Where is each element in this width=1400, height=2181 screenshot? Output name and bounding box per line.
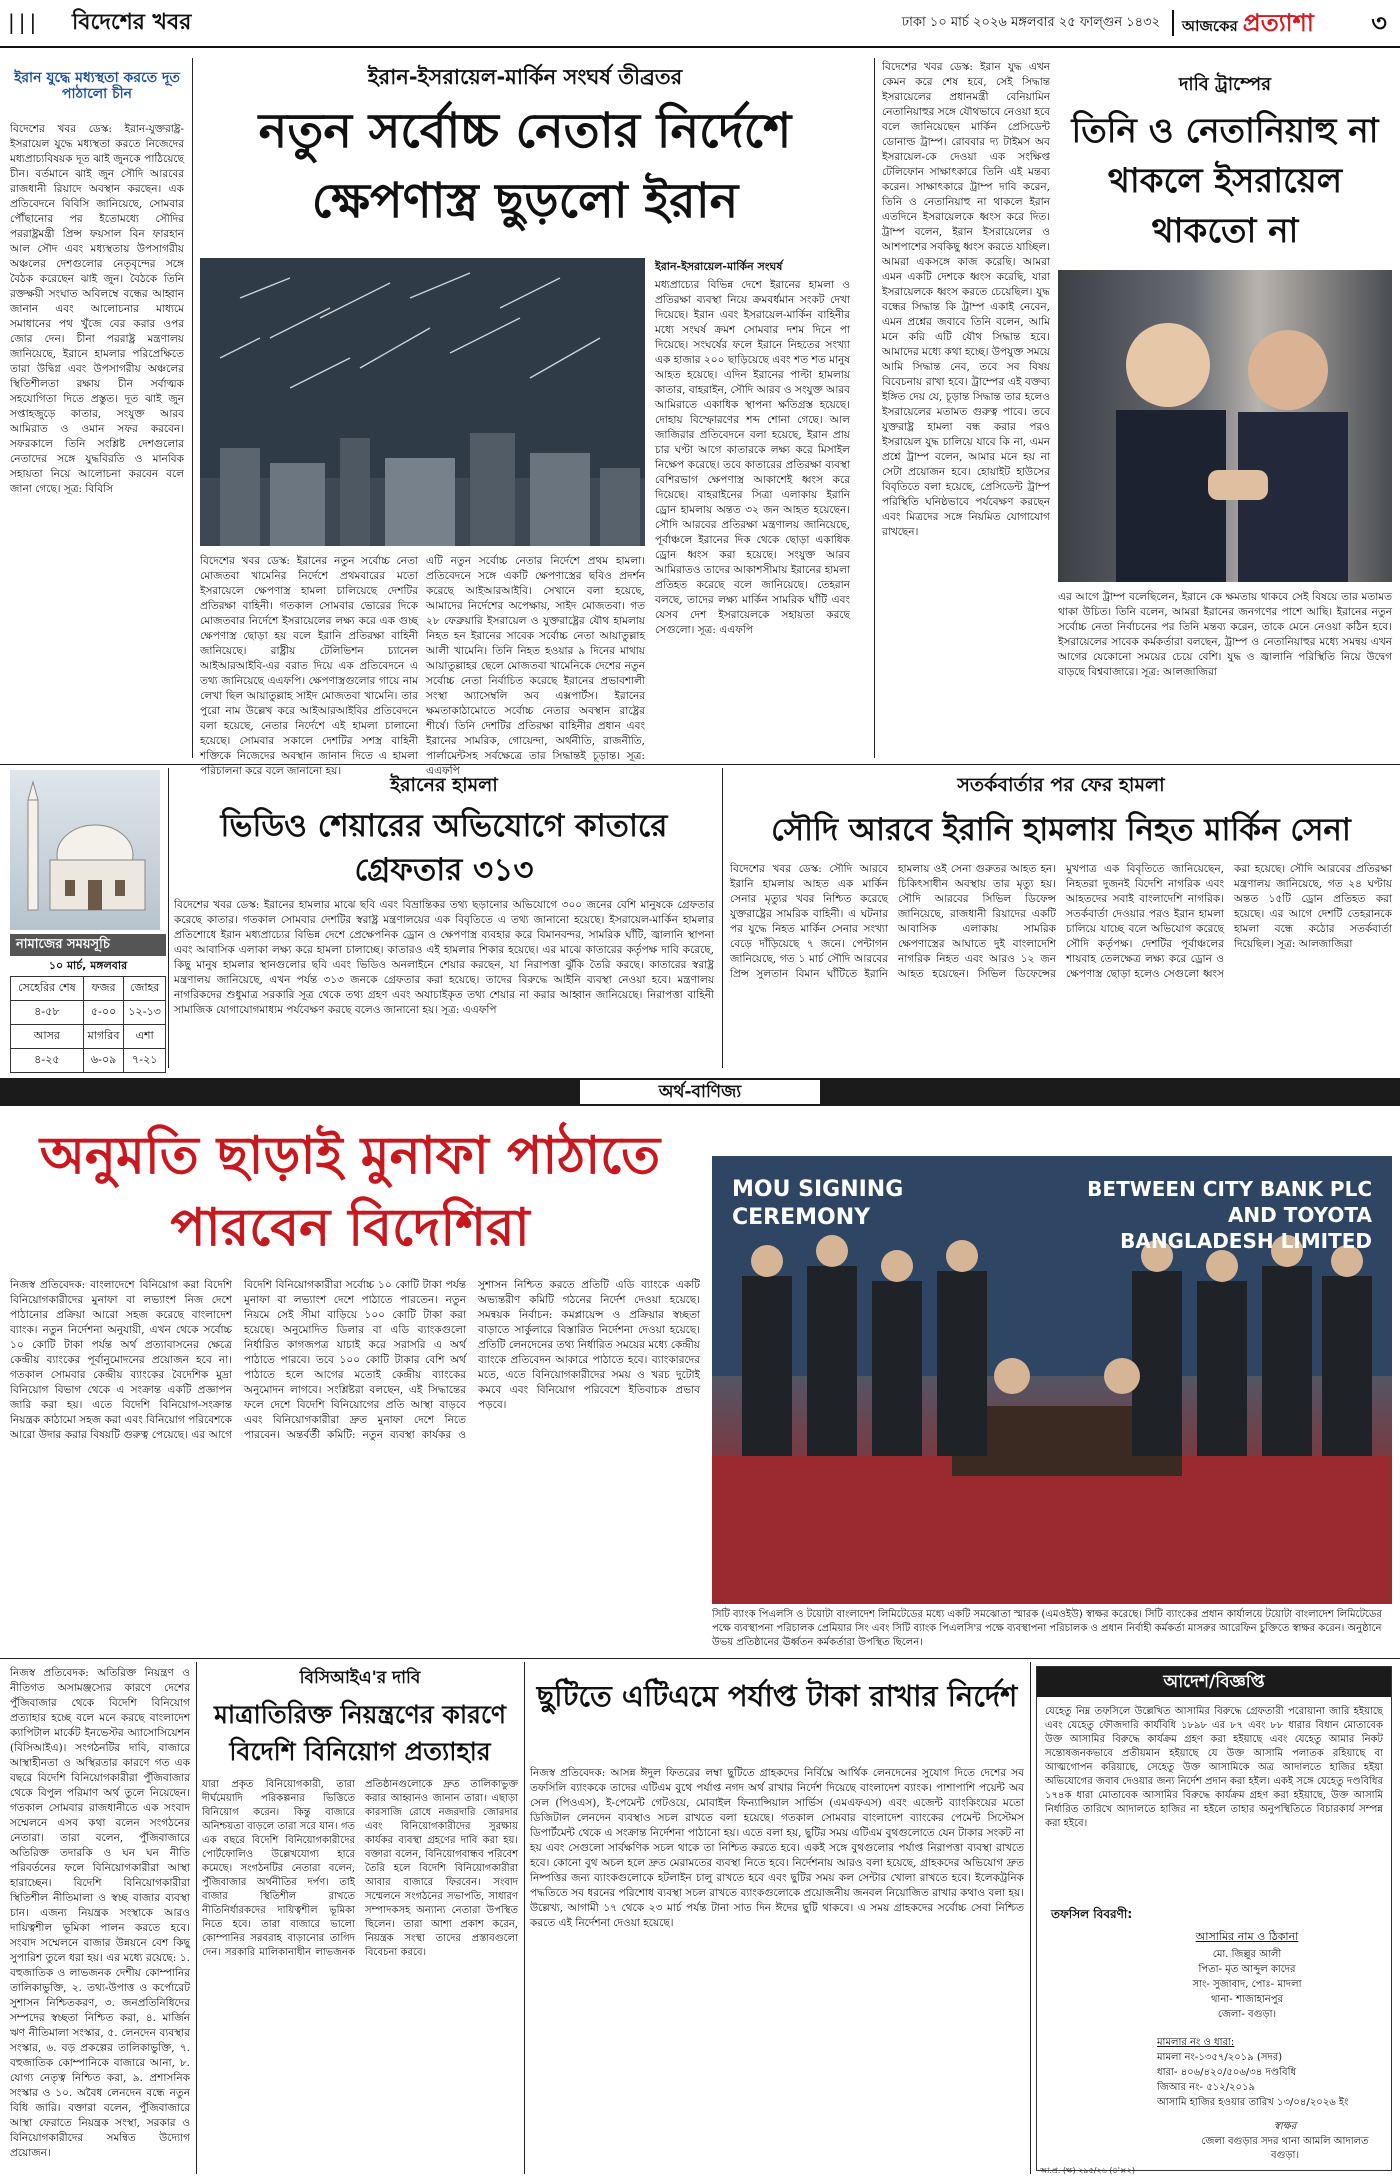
- qatar-kicker: ইরানের হামলা: [390, 774, 498, 796]
- prayer-date: ১০ মার্চ, মঙ্গলবার: [48, 959, 128, 972]
- notice-signer: জেলা বগুড়ার সদর থানা আমলি আদালত বগুড়া।: [1201, 2136, 1369, 2161]
- case-line: মামলার নং ও ধারা:: [1157, 2037, 1235, 2048]
- dateline: ঢাকা ১০ মার্চ ২০২৬ মঙ্গলবার ২৫ ফাল্গুন ১৪৩২: [901, 15, 1160, 30]
- masthead-right: প্রত্যাশা: [1242, 8, 1314, 37]
- lead-story: [200, 62, 850, 777]
- table-cell: ফজর: [83, 977, 124, 1001]
- masthead-logo: [1182, 6, 1362, 40]
- trump-headline: তিনি ও নেতানিয়াহু না থাকলে ইসরায়েল থাকতো না: [1071, 111, 1379, 251]
- table-row: [11, 977, 166, 1001]
- table-row: [11, 1049, 166, 1073]
- col-rule-4: [722, 768, 723, 1068]
- accused-line: পিতা- মৃত আব্দুল কাদের: [1198, 1964, 1296, 1975]
- row-rule-1: [0, 764, 1400, 765]
- col-rule-5: [196, 1662, 197, 2174]
- lead-kicker: ইরান-ইসরায়েল-মার্কিন সংঘর্ষ তীব্রতর: [367, 65, 683, 89]
- prayer-times: [10, 934, 166, 1064]
- table-cell: ৫-০০: [83, 1001, 124, 1025]
- saudi-story: [730, 770, 1392, 1070]
- two-leaders-illustration: [1058, 270, 1392, 582]
- trump-story: [882, 60, 1392, 760]
- notice-accused-lines: [1137, 1947, 1357, 2027]
- finance-section-label: অর্থ-বাণিজ্য: [580, 1080, 820, 1104]
- table-cell: সেহেরির শেষ: [11, 977, 84, 1001]
- court-notice: [1036, 1666, 1392, 2171]
- lead-body-right: মধ্যপ্রাচ্যের বিভিন্ন দেশে ইরানের হামলা ও প্রতিরক্ষা ব্যবস্থা নিয়ে ক্রমবর্ধমান সংকট দেখা দিয়েছে। ইরান এবং ইসরায়েল-মার্কিন বাহিনীর মধ্যে সংঘর্ষ ক্রমশ সোমবার দশম দিনে পা দিয়েছে। সংঘর্ষের ফলে ইরানে নিহতের সংখ্যা এক হাজার ২০০ ছাড়িয়েছে এবং শত শত মানুষ আহত হয়েছে। এদিন ইরানের পাল্টা হামলায় কাতার, বাহরাইন, সৌদি আরব ও সংযুক্ত আরব আমিরাতে একাধিক স্থাপনা ক্ষতিগ্রস্ত হয়েছে। দোহায় বিস্ফোরণের শব্দ শোনা গেছে। আল জাজিরার প্রতিবেদনে বলা হয়েছে, ইরান প্রায় চার ঘণ্টা আগে কাতারকে লক্ষ্য করে মিসাইল নিক্ষেপ করেছে। তবে কাতারের প্রতিরক্ষা ব্যবস্থা বেশিরভাগ ক্ষেপণাস্ত্র আকাশেই ধ্বংস করে দিয়েছে। বাহরাইনের সিত্রা এলাকায় ইরানি ড্রোন হামলায় অন্তত ৩২ জন আহত হয়েছেন। সৌদি আরবের প্রতিরক্ষা মন্ত্রণালয় জানিয়েছে, পূর্বাঞ্চলে ইরানের দিক থেকে ছোড়া একাধিক ড্রোন ধ্বংস করা হয়েছে। সংযুক্ত আরব আমিরাতও তাদের আকাশসীমায় ইরানের হামলা প্রতিহত করেছে বলে জানিয়েছে। তেহরান বলছে, তাদের লক্ষ্য মার্কিন সামরিক ঘাঁটি এবং যেসব দেশ ইসরায়েলকে সহায়তা করছে সেগুলো। সূত্র: এএফপি: [655, 279, 850, 636]
- section-title: বিদেশের খবর: [72, 10, 192, 35]
- saudi-headline: সৌদি আরবে ইরানি হামলায় নিহত মার্কিন সেনা: [771, 812, 1351, 848]
- finance-body: নিজস্ব প্রতিবেদক: বাংলাদেশে বিনিয়োগ করা বিদেশি বিনিয়োগকারীদের মুনাফা বা লভ্যাংশ নিজ দেশে পাঠানোর প্রক্রিয়া আরো সহজ করেছে বাংলাদেশ ব্যাংক। নতুন নির্দেশনা অনুযায়ী, এখন থেকে সর্বোচ্চ ১০ কোটি টাকা পর্যন্ত অর্থ প্রত্যাবাসনের ক্ষেত্রে কেন্দ্রীয় ব্যাংকের পূর্বানুমোদনের প্রয়োজন হবে না। গতকাল সোমবার কেন্দ্রীয় ব্যাংকের বৈদেশিক মুদ্রা বিনিয়োগ বিভাগ থেকে এ সংক্রান্ত একটি প্রজ্ঞাপন জারি করা হয়। এতে বিদেশি বিনিয়োগ-সংক্রান্ত নিয়ন্ত্রক কাঠামো সহজ করা এবং বিনিয়োগ পরিবেশকে আরো উদার করার বিষয়টি গুরুত্ব পেয়েছে। এর আগে বিদেশি বিনিয়োগকারীরা সর্বোচ্চ ১০ কোটি টাকা পর্যন্ত মুনাফা বা লভ্যাংশ দেশে পাঠাতে পারতেন। নতুন নিয়মে সেই সীমা বাড়িয়ে ১০০ কোটি টাকা করা হয়েছে। অনুমোদিত ডিলার বা এডি ব্যাংকগুলো নির্ধারিত কাগজপত্র যাচাই করে সরাসরি এ অর্থ পাঠাতে পারবে। তবে ১০০ কোটি টাকার বেশি অর্থ পাঠাতে হলে আগের মতোই কেন্দ্রীয় ব্যাংকের অনুমোদন লাগবে। সংশ্লিষ্টরা বলছেন, এই সিদ্ধান্তের ফলে দেশে বিদেশি বিনিয়োগের প্রতি আস্থা বাড়বে এবং বিনিয়োগকারীরা দ্রুত মুনাফা দেশে নিতে পারবেন। অন্তর্বর্তী কমিটি: নতুন ব্যবস্থা কার্যকর ও সুশাসন নিশ্চিত করতে প্রতিটি এডি ব্যাংকে একটি অভ্যন্তরীণ কমিটি গঠনের নির্দেশ দেওয়া হয়েছে। সমন্বয়ক নির্বাচন: কমপ্লায়েন্স ও প্রক্রিয়ার স্বচ্ছতা বাড়াতে সার্কুলারে বিস্তারিত নির্দেশনা দেওয়া হয়েছে। প্রতিটি লেনদেনের তথ্য নির্ধারিত সময়ের মধ্যে কেন্দ্রীয় ব্যাংকে প্রতিবেদন আকারে পাঠাতে হবে। ব্যাংকারদের মতে, এতে বিনিয়োগকারীদের সময় ও খরচ দুটোই কমবে এবং বিনিয়োগ পরিবেশে ইতিবাচক প্রভাব পড়বে।: [10, 1279, 700, 1441]
- col-rule-7: [1030, 1662, 1031, 2174]
- notice-accused-label: আসামির নাম ও ঠিকানা: [1195, 1930, 1299, 1943]
- mosque-photo: [10, 770, 160, 930]
- mosque-illustration: [10, 770, 160, 930]
- mou-banner-left: MOU SIGNING CEREMONY: [732, 1177, 904, 1230]
- bida-kicker: বিসিআইএ'র দাবি: [299, 1668, 421, 1688]
- prayer-table: [10, 976, 166, 1073]
- notice-body: যেহেতু নিম্ন তফসিলে উল্লেখিত আসামির বিরুদ্ধে গ্রেফতারী পরোয়ানা জারি হইয়াছে এবং যেহেতু ফৌজদারি কার্যবিধি ১৮৯৮ এর ৮৭ এবং ৮৮ ধারার বিধান মোতাবেক উক্ত আসামির বিরুদ্ধে কার্যক্রম গ্রহণ করা হইয়াছে এবং যেহেতু আমার নিকট সন্তোষজনকভাবে প্রতীয়মান হইয়াছে যে উক্ত আসামি পলাতক রহিয়াছে বা আত্মগোপন করিয়াছে, সেহেতু উক্ত আসামিকে অত্র আদালতে হাজির হইয়া অভিযোগের জবাব দেওয়ার জন্য নির্দেশ প্রদান করা হইল। একই সঙ্গে যেহেতু দণ্ডবিধির ১৭৪ক ধারা মোতাবেক আসামির বিরুদ্ধে কার্যক্রম গ্রহণ করা হইয়াছে, উক্ত আসামি নির্ধারিত তারিখে আদালতে হাজির না হইলে তাহার অনুপস্থিতিতে বিচারকার্য সম্পন্ন করা হইবে।: [1045, 1706, 1383, 1829]
- table-cell: ৪-৫৮: [11, 1001, 84, 1025]
- accused-line: সাং- সুজাবাদ, পোঃ- মাদলা: [1192, 1979, 1302, 1990]
- table-cell: ১২-১৩: [124, 1001, 166, 1025]
- case-line: জিআর নং- ৫১২/২০১৯: [1157, 2082, 1256, 2093]
- accused-line: জেলা- বগুড়া।: [1217, 2009, 1277, 2020]
- notice-schedule-title: তফসিল বিবরণী:: [1051, 1907, 1133, 1921]
- row-rule-2: [0, 1658, 1400, 1659]
- table-cell: ৪-২৫: [11, 1049, 84, 1073]
- notice-footer-code: আ.প্র. (ক্ষ) ২৯৫/২৬ (৪'×২): [1040, 2166, 1135, 2175]
- atm-headline: ছুটিতে এটিএমে পর্যাপ্ত টাকা রাখার নির্দেশ: [536, 1679, 1018, 1713]
- col-rule-1: [192, 58, 193, 758]
- china-body: বিদেশের খবর ডেস্ক: ইরান-যুক্তরাষ্ট্র-ইসরায়েল যুদ্ধে মধ্যস্থতা করতে নিজেদের মধ্যপ্রাচ্যবিষয়ক দূত ঝাই জুনকে পাঠিয়েছে চীন। বর্তমানে ঝাই জুন সৌদি আরবের রাজধানী রিয়াদে অবস্থান করছেন। এক প্রতিবেদনে বিবিসি জানিয়েছে, সোমবার পৌঁছানোর পর ইতোমধ্যে সৌদির পররাষ্ট্রমন্ত্রী প্রিন্স ফয়সাল বিন ফারহান আল সৌদ এবং মধ্যস্থতায় উপসাগরীয় অঞ্চলের দেশগুলোর নেতৃবৃন্দের সঙ্গে বৈঠক করেছেন ঝাই জুন। বৈঠকে তিনি রক্তক্ষয়ী সংঘাত অবিলম্বে বন্ধের আহ্বান জানান এবং আলোচনার মাধ্যমে সমাধানের পথ খুঁজে বের করার ওপর জোর দেন। চীনা পররাষ্ট্র মন্ত্রণালয় জানিয়েছে, ইরানে হামলার পরিপ্রেক্ষিতে তারা উদ্বিগ্ন এবং উপসাগরীয় অঞ্চলের স্থিতিশীলতা রক্ষায় চীন সর্বাত্মক সহযোগিতা দিতে প্রস্তুত। দূত ঝাই জুন সপ্তাহজুড়ে কাতার, সংযুক্ত আরব আমিরাত ও ওমান সফর করবেন। সফরকালে তিনি সংশ্লিষ্ট দেশগুলোর নেতাদের সঙ্গে যুদ্ধবিরতি ও মানবিক সহায়তা নিয়ে আলোচনা করবেন বলে জানা গেছে। সূত্র: বিবিসি: [10, 123, 184, 495]
- finance-body-wrap: [10, 1278, 700, 1650]
- case-line: ধারা- ৪০৬/৪২০/৫০৬/৩৪ দণ্ডবিধি: [1157, 2067, 1297, 2078]
- mou-banner-right: BETWEEN CITY BANK PLC AND TOYOTA BANGLADESH LIMITED: [1087, 1177, 1372, 1253]
- col-rule-6: [524, 1662, 525, 2174]
- table-cell: আসর: [11, 1025, 84, 1049]
- col-rule-2: [874, 58, 875, 758]
- notice-case-lines: [1157, 2035, 1383, 2115]
- saudi-body: বিদেশের খবর ডেস্ক: সৌদি আরবে ইরানি হামলায় আহত এক মার্কিন সেনার মৃত্যুর খবর নিশ্চিত করেছে যুক্তরাষ্ট্রের সামরিক বাহিনী। এ ঘটনার পর যুদ্ধে নিহত মার্কিন সেনার সংখ্যা বেড়ে দাঁড়িয়েছে ৭ জনে। পেন্টাগন জানিয়েছে, গত ১ মার্চ সৌদি আরবের প্রিন্স সুলতান বিমান ঘাঁটিতে ইরানি হামলায় ওই সেনা গুরুতর আহত হন। চিকিৎসাধীন অবস্থায় তার মৃত্যু হয়। সৌদি আরবের সিভিল ডিফেন্স জানিয়েছে, রাজধানী রিয়াদের একটি আবাসিক এলাকায় সামরিক ক্ষেপণাস্ত্রের আঘাতে দুই বাংলাদেশি নাগরিক নিহত এবং আরও ১২ জন আহত হয়েছেন। সিভিল ডিফেন্সের মুখপাত্র এক বিবৃতিতে জানিয়েছেন, নিহতরা দুজনই বিদেশি নাগরিক এবং আহতদের সবাই বাংলাদেশি নাগরিক। সতর্কবার্তা দেওয়ার পরও ইরান হামলা চালিয়ে যাচ্ছে বলে অভিযোগ করেছে সৌদি কর্তৃপক্ষ। দেশটির পূর্বাঞ্চলের শায়বাহ তেলক্ষেত্র লক্ষ্য করে ড্রোন ও ক্ষেপণাস্ত্র ছোড়া হলেও সেগুলো ধ্বংস করা হয়েছে। সৌদি আরবের প্রতিরক্ষা মন্ত্রণালয় জানিয়েছে, গত ২৪ ঘণ্টায় অন্তত ১৫টি ড্রোন প্রতিহত করা হয়েছে। এর আগে দেশটি তেহরানকে হামলা বন্ধে কঠোর সতর্কবার্তা দিয়েছিল। সূত্র: আলজাজিরা: [730, 863, 1392, 980]
- case-line: আসামি হাজির হওয়ার তারিখ ১৩/০৪/২০২৬ ইং: [1157, 2097, 1349, 2108]
- page-number: ৩: [1371, 9, 1387, 37]
- header-rule: [0, 46, 1400, 48]
- qatar-body: বিদেশের খবর ডেস্ক: ইরানের হামলার মাঝে ছবি এবং বিভ্রান্তিকর তথ্য ছড়ানোর অভিযোগে ৩০০ জনের বেশি মানুষকে গ্রেফতার করেছে কাতার। গতকাল সোমবার দেশটির স্বরাষ্ট্র মন্ত্রণালয়ের এক বিবৃতিতে এ তথ্য জানানো হয়েছে। ইসরায়েল-মার্কিন হামলার প্রতিশোধে ইরান মধ্যপ্রাচ্যের বিভিন্ন দেশে প্রেক্ষেপনিক ড্রোন ও ক্ষেপণাস্ত্র ব্যবহার করে বিমানবন্দর, সামরিক ঘাঁটি, জ্বালানি স্থাপনা এবং আবাসিক এলাকা লক্ষ্য করে হামলা চালাচ্ছে। কাতারও এই হামলার শিকার হয়েছে। এর মাঝে কাতারের কর্তৃপক্ষ দাবি করেছে, কিছু মানুষ হামলার স্থানগুলোর ছবি এবং ভিডিও অনলাইনে শেয়ার করছেন, যা নিরাপত্তা ঝুঁকি তৈরি করছে। কাতারের স্বরাষ্ট্র মন্ত্রণালয় জানিয়েছে, এখন পর্যন্ত ৩১৩ জনকে গ্রেফতার করা হয়েছে। তাদের বিরুদ্ধে আইনি ব্যবস্থা নেওয়া হবে। মন্ত্রণালয় নাগরিকদের শুধুমাত্র সরকারি সূত্র থেকে তথ্য গ্রহণ এবং অযাচাইকৃত তথ্য শেয়ার না করার আহ্বান জানিয়েছে। নিরাপত্তা বাহিনী সামাজিক যোগাযোগমাধ্যম পর্যবেক্ষণ করছে বলেও জানানো হয়। সূত্র: এএফপি: [174, 899, 714, 1016]
- col-rule-3: [168, 768, 169, 1068]
- table-row: [11, 1001, 166, 1025]
- mou-caption: সিটি ব্যাংক পিএলসি ও টয়োটা বাংলাদেশ লিমিটেডের মধ্যে একটি সমঝোতা স্মারক (এমওইউ) স্বাক্ষর করেছে। সিটি ব্যাংকের প্রধান কার্যালয়ে টয়োটা বাংলাদেশ লিমিটেডের পক্ষে ব্যবস্থাপনা পরিচালক প্রেমিয়ার সিং এবং সিটি ব্যাংক পিএলসি'র পক্ষে ব্যবস্থাপনা পরিচালক ও প্রধান নির্বাহী কর্মকর্তা মাসরুর আরেফিন চুক্তিতে স্বাক্ষর করেন। অনুষ্ঠানে উভয় প্রতিষ্ঠানের ঊর্ধ্বতন কর্মকর্তারা উপস্থিত ছিলেন।: [712, 1609, 1382, 1648]
- prayer-title: নামাজের সময়সূচি: [10, 934, 166, 956]
- table-cell: এশা: [124, 1025, 166, 1049]
- atm-body: নিজস্ব প্রতিবেদক: আসন্ন ঈদুল ফিতরের লম্বা ছুটিতে গ্রাহকদের নির্বিঘ্নে আর্থিক লেনদেনের সুযোগ দিতে দেশের সব তফসিলি ব্যাংককে তাদের এটিএম বুথে পর্যাপ্ত নগদ অর্থ রাখার নির্দেশ দিয়েছে বাংলাদেশ ব্যাংক। পাশাপাশি পয়েন্ট অব সেল (পিওএস), ই-পেমেন্ট গেটওয়ে, মোবাইল ফিন্যান্সিয়াল সার্ভিস (এমএফএস) এবং এজেন্ট ব্যাংকিংয়ের মতো ডিজিটাল লেনদেন ব্যবস্থাও সচল রাখতে বলা হয়েছে। গতকাল সোমবার বাংলাদেশ ব্যাংকের পেমেন্ট সিস্টেমস ডিপার্টমেন্ট থেকে এ সংক্রান্ত নির্দেশনা পাঠানো হয়। এতে বলা হয়, ছুটির সময় এটিএম বুথগুলোতে যেন টাকার সংকট না হয় এবং সেগুলো সার্বক্ষণিক সচল থাকে তা নিশ্চিত করতে হবে। একই সঙ্গে বুথগুলোর পর্যাপ্ত নিরাপত্তা ব্যবস্থা রাখতে হবে। কোনো বুথ অচল হলে দ্রুত মেরামতের ব্যবস্থা নিতে হবে। নির্দেশনায় আরও বলা হয়েছে, গ্রাহকদের অভিযোগ দ্রুত নিষ্পত্তির জন্য ব্যাংকগুলোকে হটলাইন চালু রাখতে হবে এবং ছুটির সময় কল সেন্টার খোলা রাখতে হবে। ইলেকট্রনিক পদ্ধতিতে সব ধরনের পরিশোধ ব্যবস্থা সচল রাখতে ব্যাংকগুলোকে প্রয়োজনীয় জনবল নিয়োজিত রাখার কথাও বলা হয়। উল্লেখ্য, আগামী ১৭ থেকে ২৩ মার্চ পর্যন্ত টানা সাত দিন ঈদের ছুটি থাকবে। এ সময় গ্রাহকদের সর্বোচ্চ সেবা নিশ্চিত করতে এই নির্দেশনা দেওয়া হয়েছে।: [530, 1767, 1024, 1929]
- china-story: [10, 70, 184, 750]
- qatar-story: [174, 770, 714, 1070]
- lead-body-bottom-left: বিদেশের খবর ডেস্ক: ইরানের নতুন সর্বোচ্চ নেতা মোজতবা খামেনির নির্দেশে প্রথমবারের মতো ইসরায়েলে ক্ষেপণাস্ত্র হামলা চালিয়েছে দেশটির প্রতিরক্ষা বাহিনী। গতকাল সোমবার ভোরের দিকে মোজতবার নির্দেশে ইসরায়েলের লক্ষ্য করে এক গুচ্ছ ক্ষেপণাস্ত্র ছোড়া হয় বলে ইরানি প্রতিরক্ষা বাহিনী জানিয়েছে। রাষ্ট্রীয় টেলিভিশন চ্যানেল আইআরআইবি-এর বরাত দিয়ে এক প্রতিবেদনে এ তথ্য জানিয়েছে এএফপি। ক্ষেপণাস্ত্রগুলোর গায়ে নাম লেখা ছিল আয়াতুল্লাহ সাইদ মোজতবা খামেনি। তার পুরো নাম উল্লেখ করে আইআরআইবির প্রতিবেদনে বলা হয়েছে, নেতার নির্দেশে এই হামলা চালানো হয়েছে। সোমবার সকালে দেশটির সশস্ত্র বাহিনী শক্তিকে নিজেদের অবস্থান জানান দিতে এ হামলা পরিচালনা করে বলে জানানো হয়।: [200, 555, 418, 777]
- mou-photo: [712, 1156, 1392, 1604]
- accused-line: থানা- শাজাহানপুর: [1210, 1994, 1284, 2005]
- table-cell: জোহর: [124, 977, 166, 1001]
- lead-body-bottom-right: এটি নতুন সর্বোচ্চ নেতার নির্দেশে প্রথম হামলা। প্রতিবেদনে সঙ্গে একটি ক্ষেপণাস্ত্রের ছবিও প্রদর্শন করেছে আইআরআইবি। সেখানে বলা হয়েছে, আমাদের নির্দেশের অপেক্ষায়, সাইদ মোজতবা। গত ২৮ ফেব্রুয়ারি ইসরায়েল ও যুক্তরাষ্ট্রের যৌথ হামলায় নিহত হন ইরানের সাবেক সর্বোচ্চ নেতা আয়াতুল্লাহ আলী খামেনি। তিনি নিহত হওয়ার ৯ দিনের মাথায় আয়াতুল্লাহর ছেলে মোজতবা খামেনিকে দেশের নতুন সর্বোচ্চ নেতা নির্বাচিত করেছে ইরানের প্রভাবশালী সংস্থা অ্যাসেম্বলি অব এক্সপার্টস। ইরানের ক্ষমতাকাঠামোতে সর্বোচ্চ নেতার অবস্থান রাষ্ট্রের শীর্ষে। তিনি দেশটির প্রতিরক্ষা বাহিনীর প্রধান এবং ইরানের সামরিক, গোয়েন্দা, অর্থনীতি, রাজনীতি, পার্লামেন্টসহ সর্বক্ষেত্রে তার সিদ্ধান্তই চূড়ান্ত। সূত্র: এএফপি: [426, 555, 645, 777]
- finance-headline: অনুমতি ছাড়াই মুনাফা পাঠাতে পারবেন বিদেশিরা: [39, 1126, 661, 1258]
- trump-body-left: বিদেশের খবর ডেস্ক: ইরান যুদ্ধ এখন কেমন করে শেষ হবে, সেই সিদ্ধান্ত ইসরায়েলের প্রধানমন্ত্রী বেনিয়ামিন নেতানিয়াহুর সঙ্গে যৌথভাবে নেওয়া হবে বলে জানিয়েছেন মার্কিন প্রেসিডেন্ট ডোনাল্ড ট্রাম্প। রোববার দ্য টাইমস অব ইসরায়েল-কে দেওয়া এক সংক্ষিপ্ত টেলিফোন সাক্ষাৎকারে তিনি এই মন্তব্য করেন। সাক্ষাৎকারে ট্রাম্প দাবি করেন, তিনি ও নেতানিয়াহু না থাকলে ইরান এতদিনে ইসরায়েলকে ধ্বংস করে দিত। ট্রাম্প বলেন, ইরান ইসরায়েলের ও আশপাশের সবকিছু ধ্বংস করতে যাচ্ছিল। আমরা একসঙ্গে কাজ করেছি। আমরা এমন একটি দেশকে ধ্বংস করেছি, যারা ইসরায়েলকে ধ্বংস করতে চেয়েছিল। যুদ্ধ বন্ধের সিদ্ধান্ত কি ট্রাম্প একাই নেবেন, এমন প্রশ্নের জবাবে তিনি বলেন, আমি মনে করি এটি যৌথ সিদ্ধান্ত হবে। আমাদের মধ্যে কথা হচ্ছে। উপযুক্ত সময়ে আমি সিদ্ধান্ত নেব, তবে সব বিষয় বিবেচনায় রাখা হবে। ট্রাম্পের এই বক্তব্য ইঙ্গিত দেয় যে, চূড়ান্ত সিদ্ধান্ত তার হলেও ইসরায়েলের মতামত গুরুত্ব পাবে। তবে যুক্তরাষ্ট্র হামলা বন্ধ করার পরও ইসরায়েল যুদ্ধ চালিয়ে যাবে কি না, এমন প্রশ্নে ট্রাম্প বলেন, আমার মনে হয় না সেটা প্রয়োজন হবে। হোয়াইট হাউসের বিবৃতিতে বলা হয়েছে, প্রেসিডেন্ট ট্রাম্প পরিস্থিতি ঘনিষ্ঠভাবে পর্যবেক্ষণ করছেন এবং মিত্রদের সঙ্গে নিয়মিত যোগাযোগ রাখছেন।: [882, 61, 1051, 538]
- bida-body-left: নিজস্ব প্রতিবেদক: অতিরিক্ত নিয়ন্ত্রণ ও নীতিগত অসামঞ্জস্যের কারণে দেশের পুঁজিবাজার থেকে বিদেশি বিনিয়োগ প্রত্যাহার হচ্ছে বলে মনে করছে বাংলাদেশ ক্যাপিটাল মার্কেট ইনভেস্টর অ্যাসোসিয়েশন (বিসিআইএ)। সংগঠনটির দাবি, বাজারে আস্থাহীনতা ও অস্থিরতার কারণে গত এক বছরে বিদেশি বিনিয়োগকারীরা পুঁজিবাজার থেকে বিপুল পরিমাণ অর্থ তুলে নিয়েছেন। গতকাল সোমবার রাজধানীতে এক সংবাদ সম্মেলনে এসব কথা বলেন সংগঠনের নেতারা। তারা বলেন, পুঁজিবাজারে অতিরিক্ত তদারকি ও ঘন ঘন নীতি পরিবর্তনের ফলে বিনিয়োগকারীরা আস্থা হারাচ্ছেন। বিদেশি বিনিয়োগকারীরা স্থিতিশীল নীতিমালা ও স্বচ্ছ বাজার ব্যবস্থা চান। এজন্য নিয়ন্ত্রক সংস্থাকে আরও দায়িত্বশীল ভূমিকা পালন করতে হবে। সংবাদ সম্মেলনে বাজার উন্নয়নে বেশ কিছু সুপারিশ তুলে ধরা হয়। এর মধ্যে রয়েছে: ১. বহুজাতিক ও লাভজনক দেশীয় কোম্পানির তালিকাভুক্তি, ২. তথ্য-উপাত্ত ও কর্পোরেট সুশাসন নিশ্চিতকরণ, ৩. জনপ্রতিনিধিদের সম্পদের স্বচ্ছতা নিশ্চিত করা, ৪. মার্জিন ঋণ নীতিমালা সংস্কার, ৫. লেনদেন ব্যবস্থার সংস্কার, ৬. বড় প্রকল্পের তালিকাভুক্তি, ৭. বহুজাতিক কোম্পানিকে বাজারে আনা, ৮. যোগ্য নেতৃত্ব নিশ্চিত করা, ৯. প্রশাসনিক সংস্কার ও ১০. অবৈধ লেনদেন বন্ধে নতুন বিধি জারি। বক্তারা বলেন, পুঁজিবাজারে আস্থা ফেরাতে নিয়ন্ত্রক সংস্থা, সরকার ও বিনিয়োগকারীদের সমন্বিত উদ্যোগ প্রয়োজন।: [10, 1667, 190, 2159]
- trump-kicker: দাবি ট্রাম্পের: [1178, 74, 1272, 95]
- atm-story: [530, 1666, 1024, 2171]
- bida-headline: মাত্রাতিরিক্ত নিয়ন্ত্রণের কারণে বিদেশি বিনিয়োগ প্রত্যাহার: [214, 1700, 506, 1766]
- case-line: মামলা নং-১৩৫৭/২০১৯ (সদর): [1157, 2052, 1283, 2063]
- table-cell: ৬-০৯: [83, 1049, 124, 1073]
- saudi-kicker: সতর্কবার্তার পর ফের হামলা: [957, 774, 1165, 796]
- table-cell: মাগরিব: [83, 1025, 124, 1049]
- accused-line: মো. জিল্লুর আলী: [1212, 1949, 1282, 1960]
- qatar-headline: ভিডিও শেয়ারের অভিযোগে কাতারে গ্রেফতার ৩১৩: [220, 808, 668, 888]
- bida-story: [202, 1666, 518, 2171]
- header-left-bars: |||: [8, 10, 41, 34]
- table-row: [11, 1025, 166, 1049]
- lead-inline-kicker: ইরান-ইসরায়েল-মার্কিন সংঘর্ষ: [655, 260, 783, 273]
- table-cell: ৭-২১: [124, 1049, 166, 1073]
- trump-photo: [1058, 270, 1392, 582]
- bida-body-cont: যারা প্রকৃত বিনিয়োগকারী, তারা দীর্ঘমেয়াদি পরিকল্পনার ভিত্তিতে বিনিয়োগ করেন। কিন্তু বাজারে অনিশ্চয়তা বাড়লে তারা সরে যান। গত এক বছরে বিদেশি বিনিয়োগকারীদের পোর্টফোলিও উল্লেখযোগ্য হারে কমেছে। সংগঠনটির নেতারা বলেন, পুঁজিবাজার অর্থনীতির দর্পণ। তাই বাজার স্থিতিশীল রাখতে নীতিনির্ধারকদের দায়িত্বশীল ভূমিকা নিতে হবে। তারা বাজারে ভালো কোম্পানির সরবরাহ বাড়ানোর তাগিদ দেন। সরকারি মালিকানাধীন লাভজনক প্রতিষ্ঠানগুলোকে দ্রুত তালিকাভুক্ত করার আহ্বানও জানান তারা। এছাড়া কারসাজি রোধে নজরদারি জোরদার এবং বিনিয়োগকারীদের সুরক্ষায় কার্যকর ব্যবস্থা গ্রহণের দাবি করা হয়। বক্তারা বলেন, বিনিয়োগবান্ধব পরিবেশ তৈরি হলে বিদেশি বিনিয়োগকারীরা আবার বাজারে ফিরবেন। সংবাদ সম্মেলনে সংগঠনের সভাপতি, সাধারণ সম্পাদকসহ অন্যান্য নেতারা উপস্থিত ছিলেন। তারা আশা প্রকাশ করেন, নিয়ন্ত্রক সংস্থা তাদের প্রস্তাবগুলো বিবেচনা করবে।: [202, 1779, 518, 1958]
- lead-headline: নতুন সর্বোচ্চ নেতার নির্দেশে ক্ষেপণাস্ত্র ছুড়লো ইরান: [258, 103, 792, 229]
- missile-photo: [200, 258, 645, 546]
- notice-signature: স্বাক্ষর: [1273, 2121, 1297, 2132]
- page-header: [0, 0, 1400, 46]
- china-headline: ইরান যুদ্ধে মধ্যস্থতা করতে দূত পাঠালো চীন: [14, 70, 180, 103]
- missile-night-sky-illustration: [200, 258, 645, 546]
- trump-body-right: এর আগে ট্রাম্প বলেছিলেন, ইরানে কে ক্ষমতায় থাকবে সেই বিষয়ে তার মতামত থাকা উচিত। তিনি বলেন, আমরা ইরানের জনগণের পাশে আছি। ইরানের নতুন সর্বোচ্চ নেতা নির্বাচনের পর তিনি মন্তব্য করেন, তাকে মেনে নেওয়া কঠিন হবে। ইসরায়েলের সাবেক কর্মকর্তারা বলছেন, ট্রাম্প ও নেতানিয়াহুর মধ্যে সমন্বয় এখন আগের যেকোনো সময়ের চেয়ে বেশি। যুদ্ধ ও জ্বালানি পরিস্থিতি নিয়ে উদ্বেগ বাড়ছে বিশ্ববাজারে। সূত্র: আলজাজিরা: [1058, 591, 1392, 678]
- notice-title: আদেশ/বিজ্ঞপ্তি: [1163, 1672, 1265, 1692]
- masthead-left: আজকের: [1182, 17, 1238, 35]
- header-divider: [1172, 10, 1174, 36]
